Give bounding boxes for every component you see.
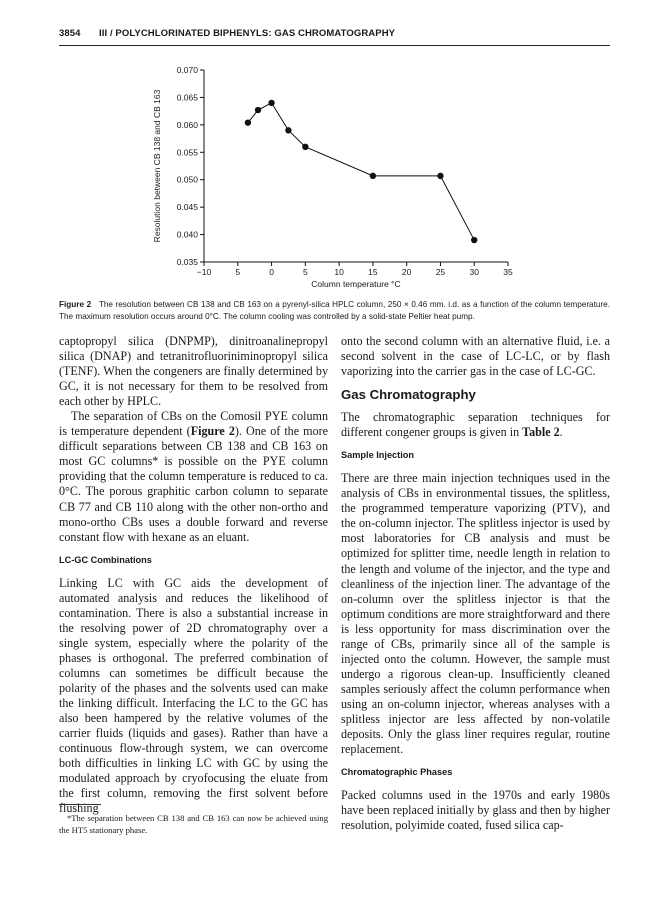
data-series (245, 100, 478, 244)
x-axis-ticks (197, 262, 513, 277)
data-point (370, 173, 376, 179)
x-tick-label: 30 (469, 267, 479, 277)
data-point (268, 100, 274, 106)
data-point (285, 127, 291, 133)
footnote-marker[interactable]: * (152, 454, 159, 469)
data-point (245, 119, 251, 125)
right-paragraph-3: There are three main injection techniques used in the analysis of CBs in environmental tissues, the splitless, the programmed temperature vaporizing (PTV), and the on-column injector. The splitless injector is used by most laboratories for CB analysis and must be optimized for splitter time, needle length in relation to the length and volume of the injector, and the type and cleanliness of the injection liner. The advantage of the on-column over the splitless injector is that the optimum conditions are more straightforward and there is less opportunity for mass discrimination over the range of CBs, primarily since all of the sample is injected onto the column. However, the sample must undergo a rigorous clean-up. Insufficiently cleaned samples seriously affect the column performance when using an on-column injector, whereas analyses with a splitless injector are less affected by non-volatile deposits. Only the glass liner requires regular, routine replacement. (341, 471, 610, 757)
x-tick-label: 10 (334, 267, 344, 277)
x-tick-label: 5 (235, 267, 241, 277)
sample-injection-heading: Sample Injection (341, 450, 415, 461)
table-2-reference[interactable]: Table 2 (522, 425, 560, 440)
page-number: 3854 (59, 28, 81, 39)
x-tick-label: 35 (503, 267, 513, 277)
figure-caption (59, 299, 610, 323)
left-paragraph-2 (59, 409, 328, 544)
left-p2-text-b: ). One of the more difficult separations between CB 138 and CB 163 on most GC columns (59, 424, 329, 469)
lc-gc-heading: LC-GC Combinations (59, 554, 152, 565)
footnote-text: *The separation between CB 138 and CB 163 can now be achieved using the HT5 stationary phase. (59, 813, 328, 835)
left-p2-text-c: is possible on the PYE column providing that the column temperature is reduced to ca. 0°C. The porous graphitic carbon column to separate CB 77 and CB 110 along with the other non-ortho and mono-ortho CBs uses a double forward and reverse constant flow with hexane as an eluant. (59, 454, 328, 544)
x-axis-label: Column temperature °C (311, 279, 401, 289)
chart-axes (204, 70, 508, 262)
footnote-rule (59, 804, 101, 805)
y-tick-label: 0.035 (176, 257, 198, 267)
data-point (437, 173, 443, 179)
data-point (302, 144, 308, 150)
right-paragraph-1: onto the second column with an alternative fluid, i.e. a second solvent in the case of LC-LC, or by flash vaporizing into the carrier gas in the case of LC-GC. (341, 334, 610, 379)
figure-label: Figure 2 (59, 300, 92, 309)
y-tick-label: 0.060 (176, 119, 198, 130)
y-tick-label: 0.050 (176, 174, 198, 185)
chromatographic-phases-heading: Chromatographic Phases (341, 767, 453, 778)
left-column (59, 334, 328, 816)
right-paragraph-4: Packed columns used in the 1970s and early 1980s have been replaced initially by glass and then by higher resolution, polyimide coated, fused silica cap- (341, 788, 610, 833)
x-tick-label: 20 (401, 267, 412, 277)
left-paragraph-1: captopropyl silica (DNPMP), dinitroanalinepropyl silica (DNAP) and tetranitrofluoriniminopropyl silica (TENF). When the congeners are finally determined by GC, it is not necessary for them to be resolved from each other by HPLC. (59, 334, 328, 409)
y-tick-label: 0.055 (176, 147, 198, 158)
series-line (248, 103, 474, 240)
y-tick-label: 0.070 (176, 65, 198, 75)
x-tick-label: 5 (302, 267, 308, 277)
y-tick-label: 0.065 (176, 92, 198, 103)
y-axis-ticks (177, 65, 204, 267)
x-tick-label: −10 (196, 267, 212, 277)
y-axis-label: Resolution between CB 138 and CB 163 (152, 89, 162, 243)
left-p2-text-a: The separation of CBs on the Comosil PYE column is temperature dependent ( (59, 409, 328, 439)
running-header (59, 28, 610, 39)
y-tick-label: 0.045 (176, 202, 198, 213)
header-rule (59, 45, 610, 46)
x-tick-label: 0 (269, 267, 274, 277)
y-tick-label: 0.040 (176, 229, 198, 240)
data-point (471, 237, 477, 243)
gas-chromatography-heading: Gas Chromatography (341, 387, 476, 403)
figure-2-reference[interactable]: Figure 2 (190, 424, 235, 439)
x-tick-label: 25 (435, 267, 446, 277)
right-p2-text-a: The chromatographic separation techniques for different congener groups is given in (341, 410, 610, 440)
right-column (341, 334, 610, 833)
right-p2-text-b: . (559, 425, 563, 440)
left-paragraph-3: Linking LC with GC aids the development of automated analysis and reduces the likelihood of contamination. There is also a substantial increase in the resolving power of 2D chromatography over a single system, especially where the polarity of the phases is orthogonal. The preferred combination of columns can sometimes be difficult because the polarity of the phases and the solvents used can make the linking difficult. Interfacing the LC to the GC has also been hampered by the relative volumes of the carrier fluids (liquids and gases). Rather than have a continuous flow-through system, we can overcome both difficulties in linking LC with GC by using the modulated approach by cryofocusing the eluate from the first column, removing the first solvent before flushing (59, 575, 328, 816)
x-tick-label: 15 (368, 267, 378, 277)
data-point (255, 107, 261, 113)
running-title: III / POLYCHLORINATED BIPHENYLS: GAS CHROMATOGRAPHY (99, 28, 396, 39)
figure-caption-text: The resolution between CB 138 and CB 163 on a pyrenyl-silica HPLC column, 250 × 0.46 mm. i.d. as a function of the column temperature. The maximum resolution occurs around 0°C. The column cooling was controlled by a solid-state Peltier heat pump. (59, 300, 610, 321)
right-paragraph-2 (341, 410, 610, 440)
footnote (59, 813, 328, 836)
figure-2-chart (140, 62, 540, 292)
